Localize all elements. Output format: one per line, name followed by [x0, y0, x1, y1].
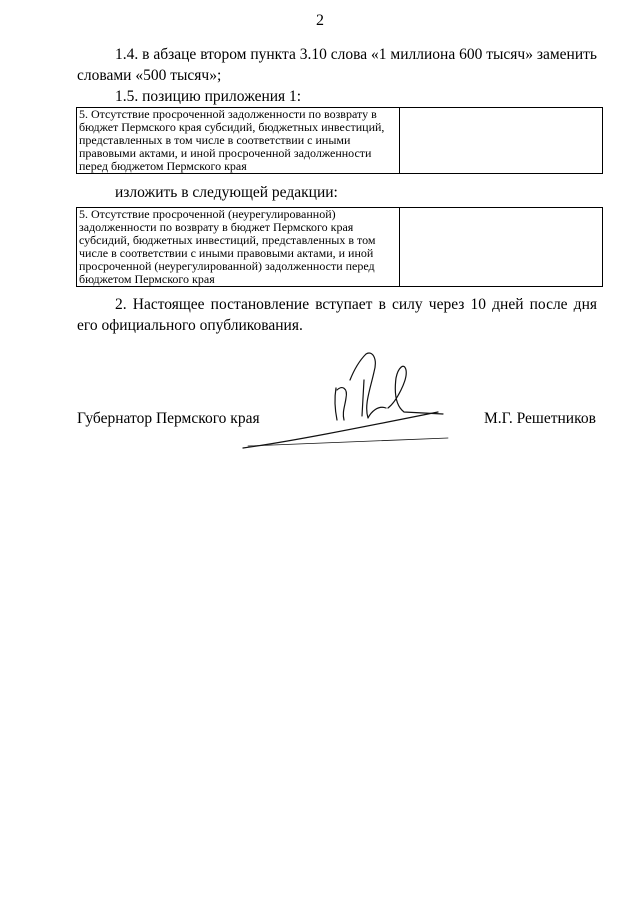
new-position-text: 5. Отсутствие просроченной (неурегулированной) задолженности по возврату в бюджет Пермского края субсидий, бюджетных инвестиций, представленных в том числе в соответствии с иными правовыми актами, и иной просроченной (неурегулированной) задолженности перед бюджетом Пермского края: [77, 208, 400, 287]
governor-name: М.Г. Решетников: [484, 410, 596, 427]
new-position-value: [400, 208, 603, 287]
table-row: [77, 208, 603, 287]
page-number: 2: [316, 12, 324, 29]
old-position-text: 5. Отсутствие просроченной задолженности по возврату в бюджет Пермского края субсидий, бюджетных инвестиций, представленных в том числе в соответствии с иными правовыми актами, и иной просроченной задолженности перед бюджетом Пермского края: [77, 108, 400, 174]
new-position-table: [76, 207, 603, 287]
item-1-5-paragraph: 1.5. позицию приложения 1:: [115, 88, 302, 105]
item-2-paragraph: 2. Настоящее постановление вступает в силу через 10 дней после дня его официального опубликования.: [77, 296, 597, 334]
signature-image: [238, 350, 458, 455]
item-1-4-paragraph: 1.4. в абзаце втором пункта 3.10 слова «1 миллиона 600 тысяч» заменить словами «500 тысяч»;: [77, 46, 597, 84]
old-position-table: [76, 107, 603, 174]
governor-title: Губернатор Пермского края: [77, 410, 260, 427]
table-row: [77, 108, 603, 174]
state-following-paragraph: изложить в следующей редакции:: [115, 184, 338, 201]
old-position-value: [400, 108, 603, 174]
